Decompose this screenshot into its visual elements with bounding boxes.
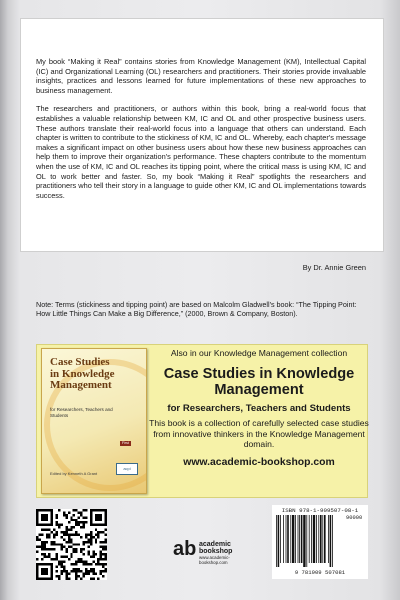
promo-description: This book is a collection of carefully selected case studies from innovative thinkers in the Knowledge Management domain.: [149, 418, 369, 450]
publisher-logo: [173, 538, 253, 564]
book-cover-editor: Edited by Kenneth A Grant: [50, 471, 98, 476]
terms-note: Note: Terms (stickiness and tipping point) are based on Malcolm Gladwell's book: “The Tipping Point: How Little Things Can Make a Big Difference,” (2000, Brown & Company, Boston).: [36, 300, 357, 319]
promo-heading: Also in our Knowledge Management collection: [170, 348, 348, 358]
price-code: 90000: [346, 515, 363, 521]
isbn-barcode: [272, 505, 368, 579]
promo-subtitle: for Researchers, Teachers and Students: [167, 403, 351, 414]
ean-barcode-graphic: [276, 515, 344, 567]
qr-code[interactable]: [36, 509, 107, 580]
ean-digits: 9 781909 507081: [294, 569, 346, 576]
blurb-text: [36, 57, 366, 209]
publisher-mark: ab: [173, 538, 197, 560]
book-cover-title: Case Studies in Knowledge Management: [50, 356, 115, 391]
isbn-text: ISBN 978-1-909507-08-1: [281, 507, 359, 514]
promo-book-cover: [41, 348, 147, 494]
book-cover-logo: acpi: [116, 463, 138, 475]
book-cover-tag: First: [122, 441, 129, 445]
publisher-url: www.academic-bookshop.com: [199, 555, 230, 565]
publisher-name: [199, 541, 232, 555]
book-cover-subtitle: for Researchers, Teachers and Students: [50, 407, 113, 418]
author-byline: By Dr. Annie Green: [302, 263, 366, 272]
publisher-name-line-1: academic: [199, 541, 231, 548]
qr-code-graphic: [36, 509, 107, 580]
publisher-name-line-2: bookshop: [199, 548, 233, 555]
promo-url[interactable]: www.academic-bookshop.com: [183, 457, 335, 468]
blurb-paragraph-1: My book “Making it Real” contains stories from Knowledge Management (KM), Intellectual Capital (IC) and Organizational Learning (OL) researchers and practitioners. Their stories provide invaluable insights, practices and lessons learned for future implementations of these new approaches to business management.: [36, 57, 366, 95]
blurb-paragraph-2: The researchers and practitioners, or authors within this book, bring a real-world focus that establishes a valuable relationship between KM, IC and OL and other prospective business users. These authors translate their real-world focus into a language that others can understand. Each chapter is written to contribute to the stickiness of KM, IC and OL. Whereby, each chapter's message makes a significant impact on other business users about how these new business approaches can help them to improve their organization's performance. These chapters contribute to the momentum when the use of KM, IC and OL reaches its tipping point, where the critical mass is using KM, IC and OL to work better and faster. So, my book “Making it Real” spotlights the researchers and practitioners who tell their story in a language to guide other KM, IC and OL implementations towards success.: [36, 104, 367, 200]
promo-title: Case Studies in Knowledge Management: [163, 366, 355, 398]
